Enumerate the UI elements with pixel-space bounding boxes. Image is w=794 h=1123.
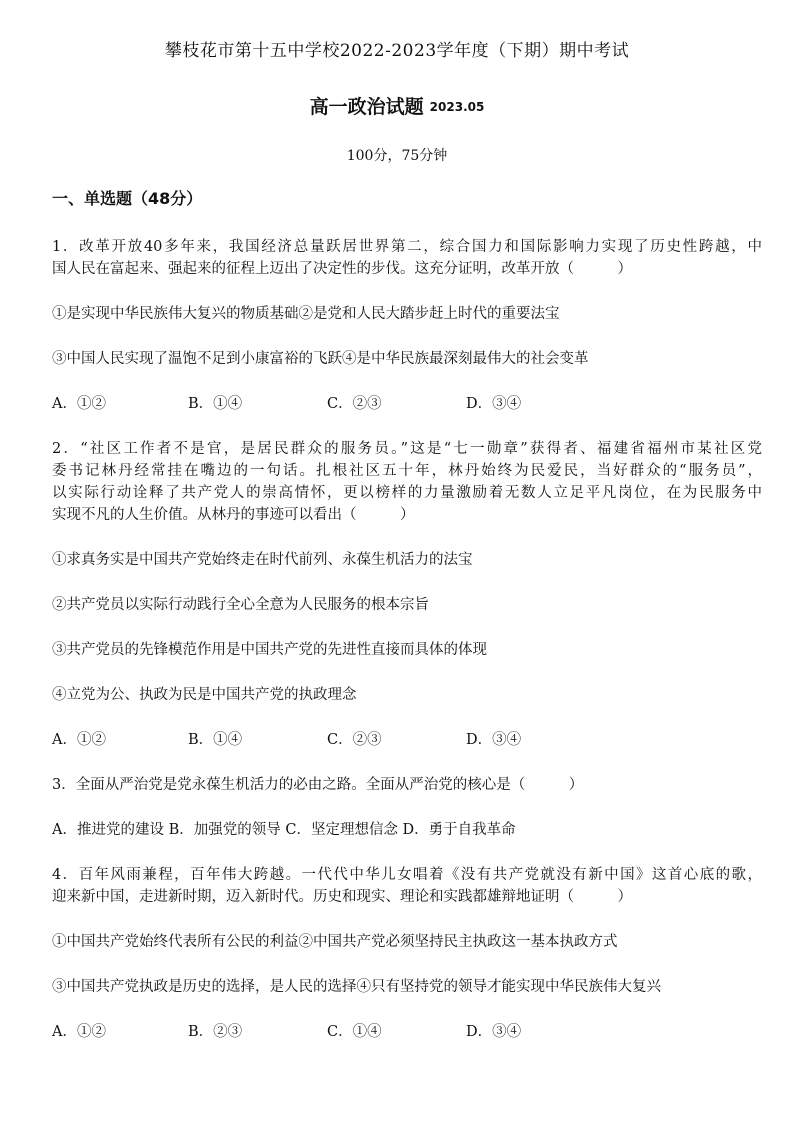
question-stem-line: 国人民在富起来、强起来的征程上迈出了决定性的步伐。这充分证明，改革开放（ ） bbox=[52, 261, 632, 277]
question-1 bbox=[52, 236, 762, 438]
choice-c[interactable]: C．②③ bbox=[327, 732, 382, 748]
question-stem-line: 1．改革开放40多年来，我国经济总量跃居世界第二，综合国力和国际影响力实现了历史性跨越，中 bbox=[52, 239, 762, 255]
question-stem-line: 3．全面从严治党是党永葆生机活力的必由之路。全面从严治党的核心是（ ） bbox=[52, 777, 584, 793]
question-stem-line: 以实际行动诠释了共产党人的崇高情怀，更以榜样的力量激励着无数人立足平凡岗位，在为民服务中 bbox=[52, 485, 762, 501]
choice-a[interactable]: A．①② bbox=[52, 732, 106, 748]
question-stem-line: 2．“社区工作者不是官，是居民群众的服务员。”这是“七一勋章”获得者、福建省福州市某社区党 bbox=[52, 441, 762, 457]
question-stem-line: 委书记林丹经常挂在嘴边的一句话。扎根社区五十年，林丹始终为民爱民，当好群众的“服务员”， bbox=[52, 463, 762, 479]
paper-title-row bbox=[0, 92, 794, 119]
question-list bbox=[52, 236, 762, 1043]
question-statement: ①求真务实是中国共产党始终走在时代前列、永葆生机活力的法宝 bbox=[52, 552, 473, 568]
question-stem-line: 实现不凡的人生价值。从林丹的事迹可以看出（ ） bbox=[52, 507, 415, 523]
question-statement: ③共产党员的先锋模范作用是中国共产党的先进性直接而具体的体现 bbox=[52, 642, 487, 658]
question-statement: ③中国共产党执政是历史的选择，是人民的选择④只有坚持党的领导才能实现中华民族伟大复兴 bbox=[52, 979, 661, 995]
school-title: 攀枝花市第十五中学校2022-2023学年度（下期）期中考试 bbox=[164, 41, 630, 61]
choice-d[interactable]: D．③④ bbox=[466, 1024, 522, 1040]
choice-c[interactable]: C．①④ bbox=[327, 1024, 382, 1040]
question-4 bbox=[52, 864, 762, 1043]
question-statement: ①中国共产党始终代表所有公民的利益②中国共产党必须坚持民主执政这一基本执政方式 bbox=[52, 934, 618, 950]
question-stem-line: 迎来新中国，走进新时期，迈入新时代。历史和现实、理论和实践都雄辩地证明（ ） bbox=[52, 889, 632, 905]
choice-a[interactable]: A．①② bbox=[52, 1024, 106, 1040]
choice-d[interactable]: D．③④ bbox=[466, 732, 522, 748]
answer-choices bbox=[52, 393, 762, 415]
choice-b[interactable]: B．①④ bbox=[188, 396, 243, 412]
section-heading: 一、单选题（48分） bbox=[52, 189, 203, 208]
choice-a[interactable]: A．①② bbox=[52, 396, 106, 412]
paper-score-time: 100分，75分钟 bbox=[346, 148, 448, 164]
question-statement: ④立党为公、执政为民是中国共产党的执政理念 bbox=[52, 687, 357, 703]
choice-b[interactable]: B．②③ bbox=[188, 1024, 243, 1040]
question-3 bbox=[52, 774, 762, 864]
choice-c[interactable]: C．②③ bbox=[327, 396, 382, 412]
answer-choices bbox=[52, 729, 762, 751]
answer-choices-inline[interactable]: A．推进党的建设 B．加强党的领导 C．坚定理想信念 D．勇于自我革命 bbox=[52, 822, 516, 838]
question-statement: ①是实现中华民族伟大复兴的物质基础②是党和人民大踏步赶上时代的重要法宝 bbox=[52, 306, 560, 322]
question-statement: ②共产党员以实际行动践行全心全意为人民服务的根本宗旨 bbox=[52, 597, 429, 613]
question-stem-line: 4．百年风雨兼程，百年伟大跨越。一代代中华儿女唱着《没有共产党就没有新中国》这首心底的歌， bbox=[52, 867, 762, 883]
choice-d[interactable]: D．③④ bbox=[466, 396, 522, 412]
answer-choices bbox=[52, 1021, 762, 1043]
question-2 bbox=[52, 438, 762, 774]
paper-title: 高一政治试题 bbox=[309, 96, 424, 118]
choice-b[interactable]: B．①④ bbox=[188, 732, 243, 748]
question-statement: ③中国人民实现了温饱不足到小康富裕的飞跃④是中华民族最深刻最伟大的社会变革 bbox=[52, 351, 589, 367]
paper-date: 2023.05 bbox=[429, 100, 485, 114]
